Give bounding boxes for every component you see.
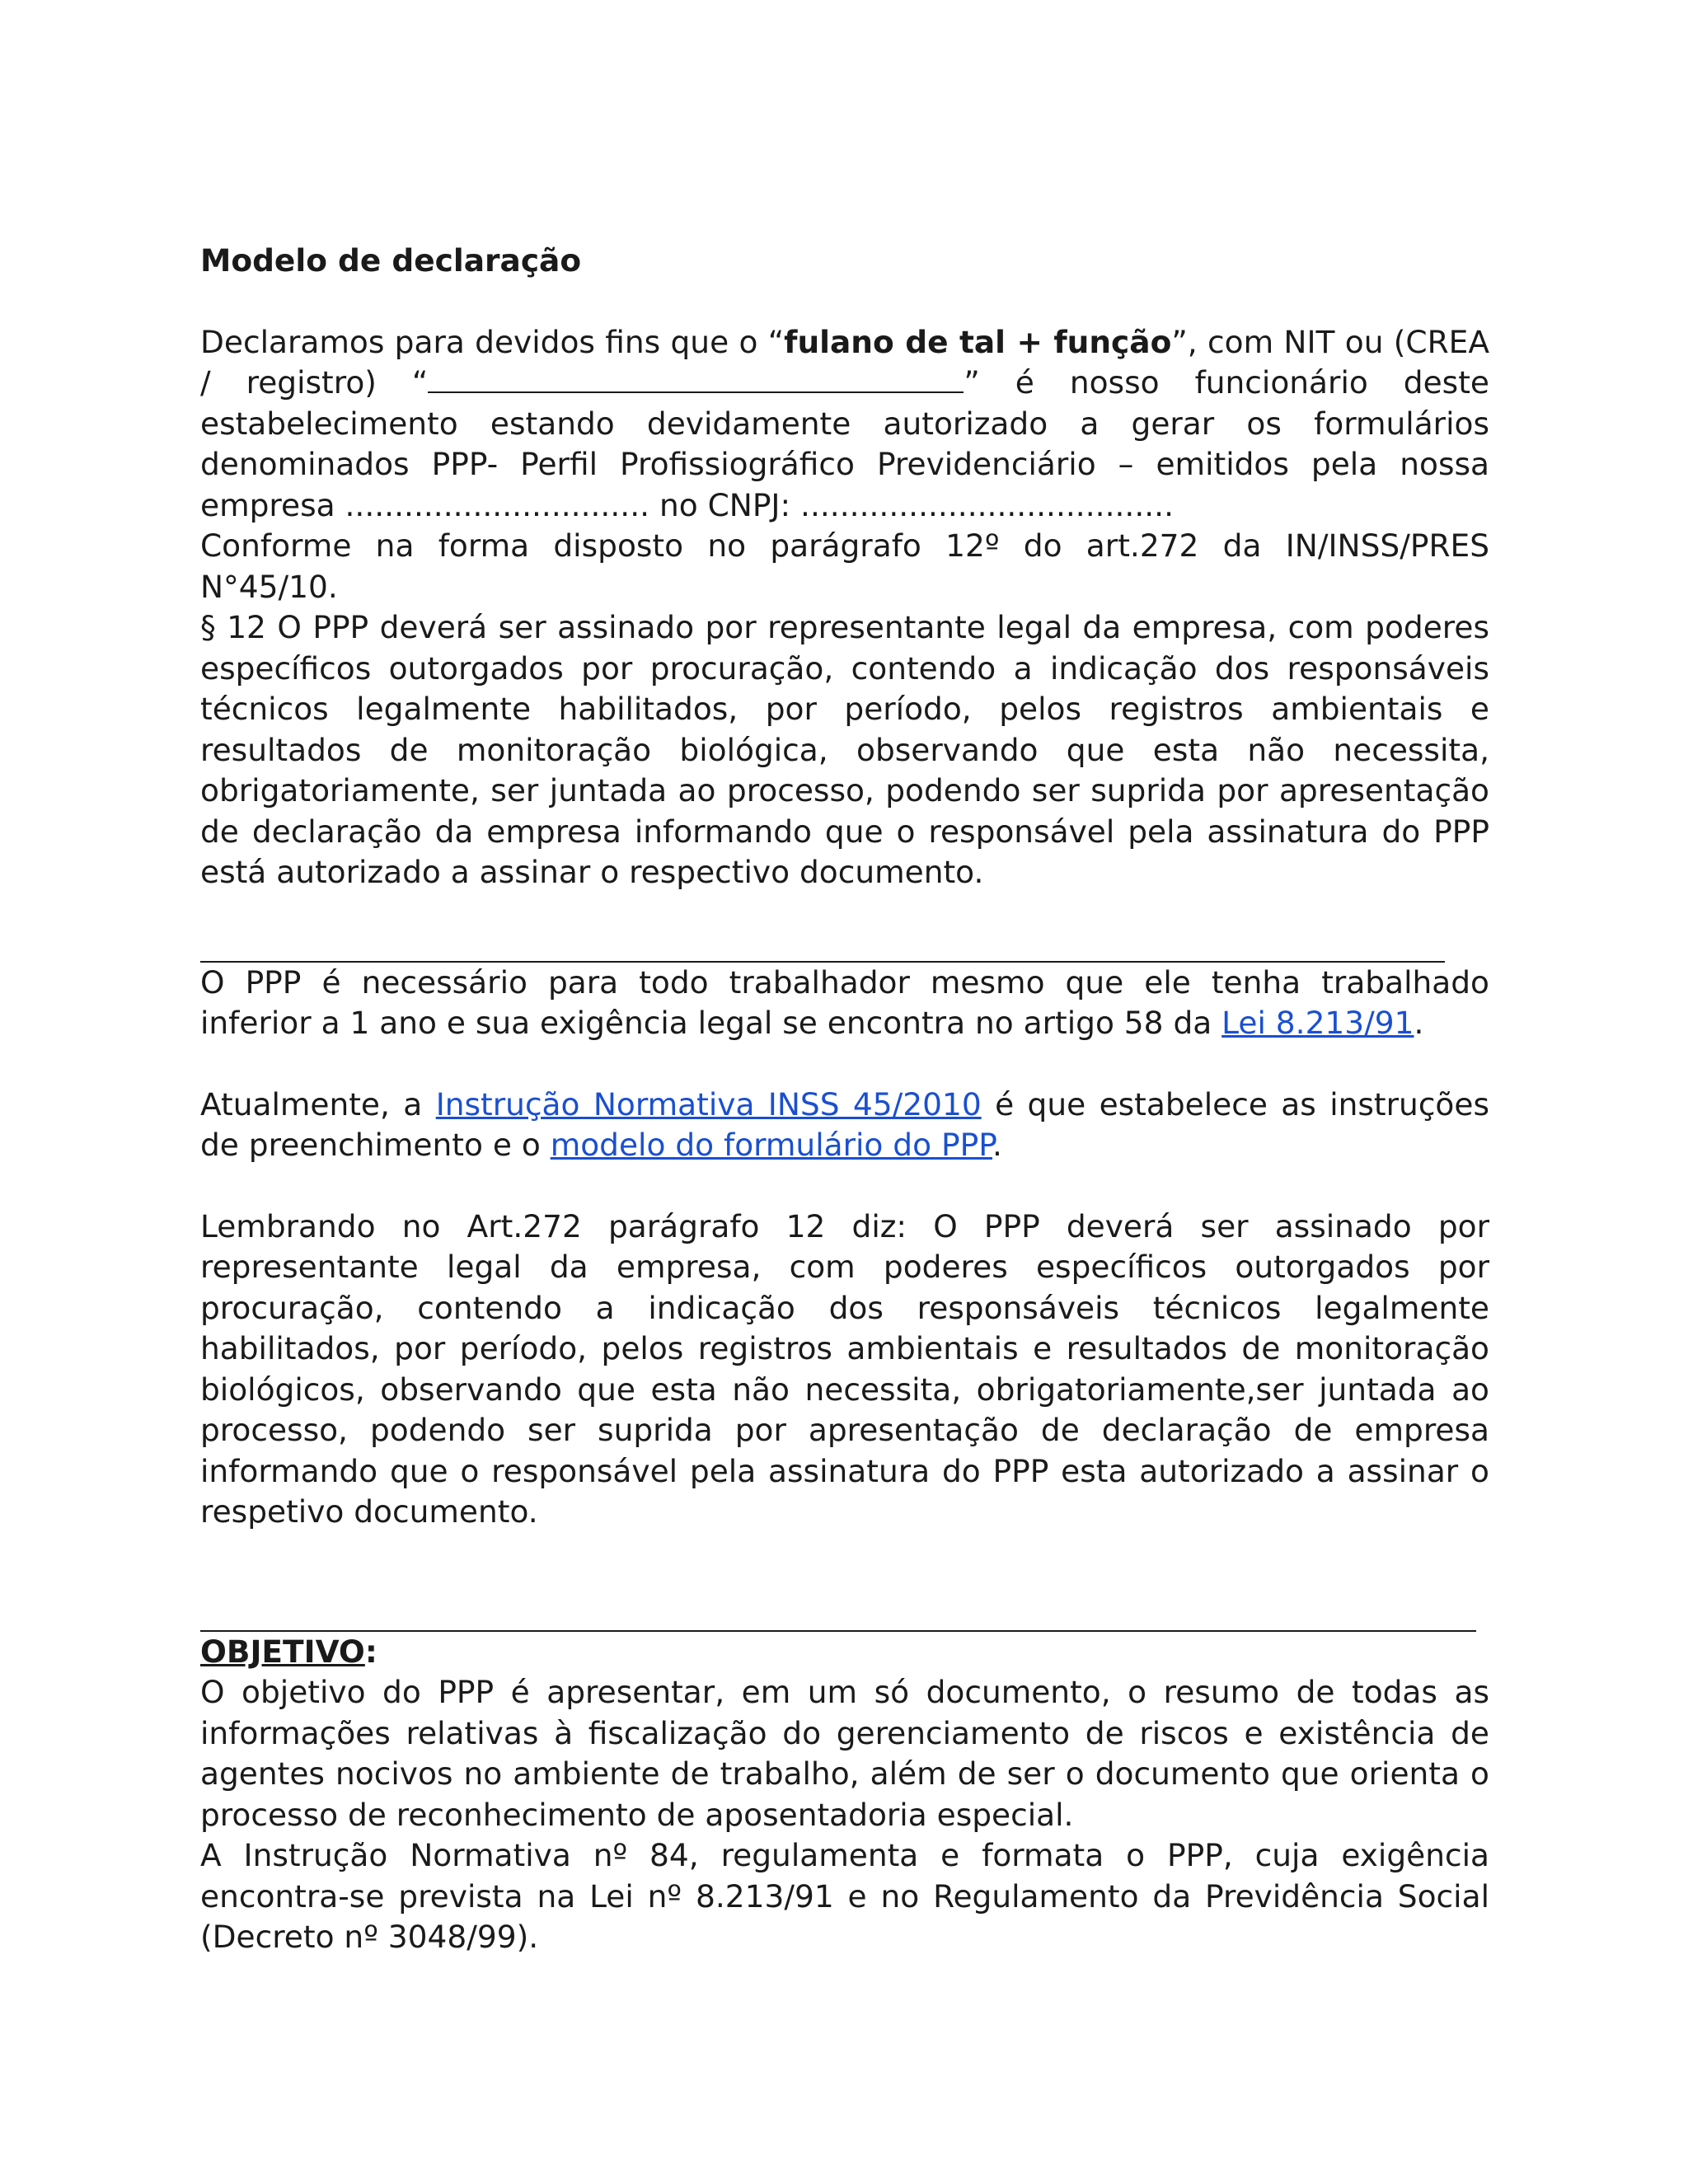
instrucao-normativa-link[interactable]: Instrução Normativa INSS 45/2010 xyxy=(435,1085,982,1122)
instrucao-84-paragraph: A Instrução Normativa nº 84, regulamenta e formata o PPP, cuja exigência encontra-se prevista na Lei nº 8.213/91 e no Regulamento da Previdência Social (Decreto nº 3048/99). xyxy=(200,1837,1489,1955)
instruction-text-start: Atualmente, a xyxy=(200,1085,436,1122)
objective-heading-colon: : xyxy=(364,1633,377,1670)
art-272-paragraph: Lembrando no Art.272 parágrafo 12 diz: O PPP deverá ser assinado por representante legal da empresa, com poderes específicos outorgados por procuração, contendo a indicação dos responsáveis técnicos legalmente habilitados, por período, pelos registros ambientais e resultados de monitoração biológicos, observando que esta não necessita, obrigatoriamente,ser juntada ao processo, podendo ser suprida por apresentação de declaração de empresa informando que o responsável pela assinatura do PPP esta autorizado a assinar o respetivo documento. xyxy=(200,1207,1489,1530)
instruction-paragraph xyxy=(200,1085,1489,1166)
employee-placeholder: fulano de tal + função xyxy=(784,323,1172,360)
objective-heading-text: OBJETIVO xyxy=(200,1633,365,1670)
declaration-paragraph xyxy=(200,322,1489,527)
document-body xyxy=(200,241,1489,1958)
spacer xyxy=(200,1044,1489,1085)
ppp-requirement-text: O PPP é necessário para todo trabalhador mesmo que ele tenha trabalhado inferior a 1 ano e sua exigência legal se encontra no artigo 58 da xyxy=(200,963,1489,1041)
declaration-text-start: Declaramos para devidos fins que o “ xyxy=(200,323,785,360)
ppp-form-model-link[interactable]: modelo do formulário do PPP xyxy=(550,1127,992,1163)
ppp-requirement-end: . xyxy=(1414,1005,1424,1041)
instruction-text-mid: é que estabelece as instruções de preenchimento e o xyxy=(200,1085,1489,1163)
registration-blank-line xyxy=(428,363,964,393)
legal-reference-paragraph: Conforme na forma disposto no parágrafo 12º do art.272 da IN/INSS/PRES N°45/10. xyxy=(200,527,1489,605)
lei-8213-link[interactable]: Lei 8.213/91 xyxy=(1221,1005,1414,1041)
spacer xyxy=(200,1166,1489,1207)
declaration-text-mid: ”, com NIT ou (CREA / registro) “ xyxy=(200,323,1489,401)
spacer xyxy=(200,1533,1489,1630)
spacer xyxy=(200,893,1489,961)
declaration-text-end: ” é nosso funcionário deste estabelecimento estando devidamente autorizado a gerar os formulários denominados PPP- Perfil Profissiográfico Previdenciário – emitidos pela nossa empresa ............................... no CNPJ: ...................................... xyxy=(200,364,1489,523)
paragraph-12-text: § 12 O PPP deverá ser assinado por representante legal da empresa, com poderes específicos outorgados por procuração, contendo a indicação dos responsáveis técnicos legalmente habilitados, por período, pelos registros ambientais e resultados de monitoração biológica, observando que esta não necessita, obrigatoriamente, ser juntada ao processo, podendo ser suprida por apresentação de declaração da empresa informando que o responsável pela assinatura do PPP está autorizado a assinar o respectivo documento. xyxy=(200,609,1489,890)
objective-heading xyxy=(200,1632,1489,1673)
page-title: Modelo de declaração xyxy=(200,242,582,279)
instruction-text-end: . xyxy=(992,1127,1002,1163)
ppp-requirement-paragraph xyxy=(200,963,1489,1044)
objective-paragraph: O objetivo do PPP é apresentar, em um só documento, o resumo de todas as informações relativas à fiscalização do gerenciamento de riscos e existência de agentes nocivos no ambiente de trabalho, além de ser o documento que orienta o processo de reconhecimento de aposentadoria especial. xyxy=(200,1674,1489,1833)
